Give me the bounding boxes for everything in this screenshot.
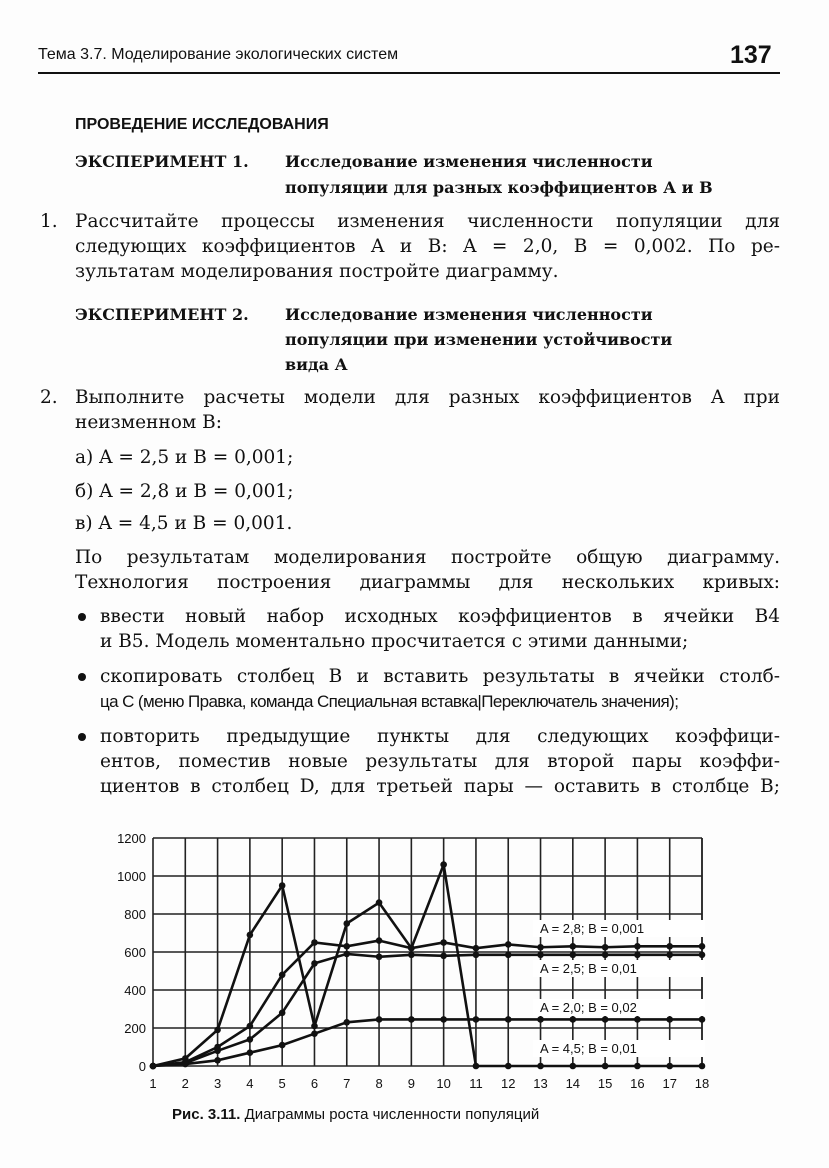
bullet-line: ввести новый набор исходных коэффициентов в ячейки B4 [100, 606, 780, 627]
data-point [634, 943, 641, 950]
data-point [408, 945, 415, 952]
bullet-line: ца C (меню Правка, команда Специальная вставка|Переключатель значения); [100, 692, 679, 711]
y-tick-label: 200 [124, 1021, 146, 1036]
data-point [602, 944, 609, 951]
data-point [214, 1027, 221, 1034]
x-tick-label: 6 [310, 1076, 319, 1091]
x-tick-label: 14 [565, 1076, 581, 1091]
y-tick-label: 0 [138, 1059, 146, 1074]
bullet-line: скопировать столбец B и вставить результаты в ячейки столб- [100, 666, 780, 687]
data-point [311, 1030, 318, 1037]
data-point [343, 951, 350, 958]
data-point [247, 1023, 254, 1030]
series-label: A = 4,5; B = 0,01 [540, 1041, 637, 1056]
data-point [408, 952, 415, 959]
data-point [570, 1016, 577, 1023]
data-point [279, 972, 286, 979]
experiment1-title-1: Исследование изменения численности [285, 152, 653, 171]
data-point [311, 1023, 318, 1030]
data-point [376, 953, 383, 960]
data-point [247, 932, 254, 939]
data-point [699, 952, 706, 959]
data-point [214, 1057, 221, 1064]
figure-caption-label: Рис. 3.11. [172, 1106, 241, 1123]
data-point [505, 1016, 512, 1023]
item2-option-a: а) A = 2,5 и B = 0,001; [75, 447, 294, 468]
data-point [247, 1049, 254, 1056]
data-point [311, 939, 318, 946]
y-tick-label: 1200 [117, 831, 146, 846]
x-tick-label: 16 [630, 1076, 645, 1091]
x-tick-label: 15 [597, 1076, 613, 1091]
data-point [473, 1016, 480, 1023]
data-point [182, 1055, 189, 1062]
running-title: Тема 3.7. Моделирование экологических систем [38, 46, 399, 63]
section-heading: ПРОВЕДЕНИЕ ИССЛЕДОВАНИЯ [75, 116, 329, 133]
x-tick-label: 9 [407, 1076, 415, 1091]
experiment2-label: ЭКСПЕРИМЕНТ 2. [75, 305, 249, 324]
bullet-line: повторить предыдущие пункты для следующих коэффици- [100, 726, 780, 747]
x-tick-label: 8 [375, 1076, 383, 1091]
item2-number: 2. [40, 387, 58, 408]
x-tick-label: 5 [278, 1076, 286, 1091]
item1-line: следующих коэффициентов A и B: A = 2,0, B = 0,002. По ре- [75, 236, 780, 257]
data-point [634, 1016, 641, 1023]
experiment1-title-2: популяции для разных коэффициентов А и В [285, 178, 713, 197]
data-point [666, 952, 673, 959]
data-point [537, 1016, 544, 1023]
data-point [279, 882, 286, 889]
x-tick-label: 12 [501, 1076, 516, 1091]
item1-number: 1. [40, 211, 58, 232]
data-point [505, 941, 512, 948]
data-point [279, 1010, 286, 1017]
data-point [150, 1063, 157, 1070]
item2-line: неизменном B: [75, 412, 222, 433]
figure-caption [172, 1103, 539, 1127]
data-point [376, 937, 383, 944]
data-point [699, 943, 706, 950]
experiment2-title-2: популяции при изменении устойчивости [285, 330, 673, 349]
x-tick-label: 13 [533, 1076, 548, 1091]
data-point [376, 899, 383, 906]
data-point [343, 943, 350, 950]
experiment2-title-1: Исследование изменения численности [285, 305, 653, 324]
data-point [279, 1042, 286, 1049]
page-number: 137 [730, 41, 772, 69]
data-point [602, 1063, 609, 1070]
data-point [247, 1036, 254, 1043]
item2-line: Выполните расчеты модели для разных коэффициентов A при [75, 387, 780, 408]
data-point [602, 952, 609, 959]
data-point [440, 1016, 447, 1023]
data-point [473, 945, 480, 952]
series-label: A = 2,8; B = 0,001 [540, 921, 645, 936]
data-point [602, 1016, 609, 1023]
experiment2-title-3: вида А [285, 355, 348, 374]
data-point [343, 920, 350, 927]
data-point [699, 1016, 706, 1023]
x-tick-label: 17 [662, 1076, 677, 1091]
x-tick-label: 3 [213, 1076, 222, 1091]
data-point [343, 1019, 350, 1026]
data-point [408, 1016, 415, 1023]
data-point [699, 1063, 706, 1070]
data-point [182, 1061, 189, 1068]
y-tick-label: 1000 [117, 869, 146, 884]
data-point [570, 943, 577, 950]
paragraph-line: По результатам моделирования постройте общую диаграмму. [75, 547, 780, 568]
bullet-line: циентов в столбец D, для третьей пары — оставить в столбце B; [100, 776, 780, 797]
data-point [473, 1063, 480, 1070]
item2-option-c: в) A = 4,5 и B = 0,001. [75, 513, 293, 534]
data-point [440, 861, 447, 868]
experiment1-label: ЭКСПЕРИМЕНТ 1. [75, 152, 249, 171]
x-tick-label: 2 [181, 1076, 189, 1091]
data-point [666, 943, 673, 950]
x-tick-label: 1 [149, 1076, 157, 1091]
data-point [505, 952, 512, 959]
data-point [376, 1016, 383, 1023]
x-tick-label: 4 [246, 1076, 254, 1091]
data-point [666, 1016, 673, 1023]
x-tick-label: 10 [436, 1076, 451, 1091]
series-label: A = 2,5; B = 0,01 [540, 961, 637, 976]
bullet-line: и B5. Модель моментально просчитается с этими данными; [100, 631, 689, 652]
data-point [440, 953, 447, 960]
x-tick-label: 18 [694, 1076, 710, 1091]
series-label: A = 2,0; B = 0,02 [540, 1000, 637, 1015]
item1-line: Рассчитайте процессы изменения численности популяции для [75, 211, 780, 232]
x-tick-label: 11 [469, 1076, 483, 1091]
data-point [537, 1063, 544, 1070]
y-tick-label: 600 [124, 945, 146, 960]
bullet-line: ентов, поместив новые результаты для второй пары коэффи- [100, 751, 780, 772]
data-point [311, 960, 318, 967]
data-point [505, 1063, 512, 1070]
figure-caption-text: Диаграммы роста численности популяций [244, 1106, 540, 1123]
item1-line: зультатам моделирования постройте диаграмму. [75, 261, 559, 282]
data-point [537, 952, 544, 959]
data-point [570, 1063, 577, 1070]
paragraph-line: Технология построения диаграммы для нескольких кривых: [75, 572, 780, 593]
y-tick-label: 400 [124, 983, 146, 998]
data-point [666, 1063, 673, 1070]
data-point [473, 952, 480, 959]
item2-option-b: б) A = 2,8 и B = 0,001; [75, 481, 294, 502]
data-point [440, 939, 447, 946]
data-point [634, 1063, 641, 1070]
x-tick-label: 7 [343, 1076, 351, 1091]
data-point [214, 1048, 221, 1055]
y-tick-label: 800 [124, 907, 146, 922]
data-point [570, 952, 577, 959]
data-point [634, 952, 641, 959]
data-point [537, 944, 544, 951]
